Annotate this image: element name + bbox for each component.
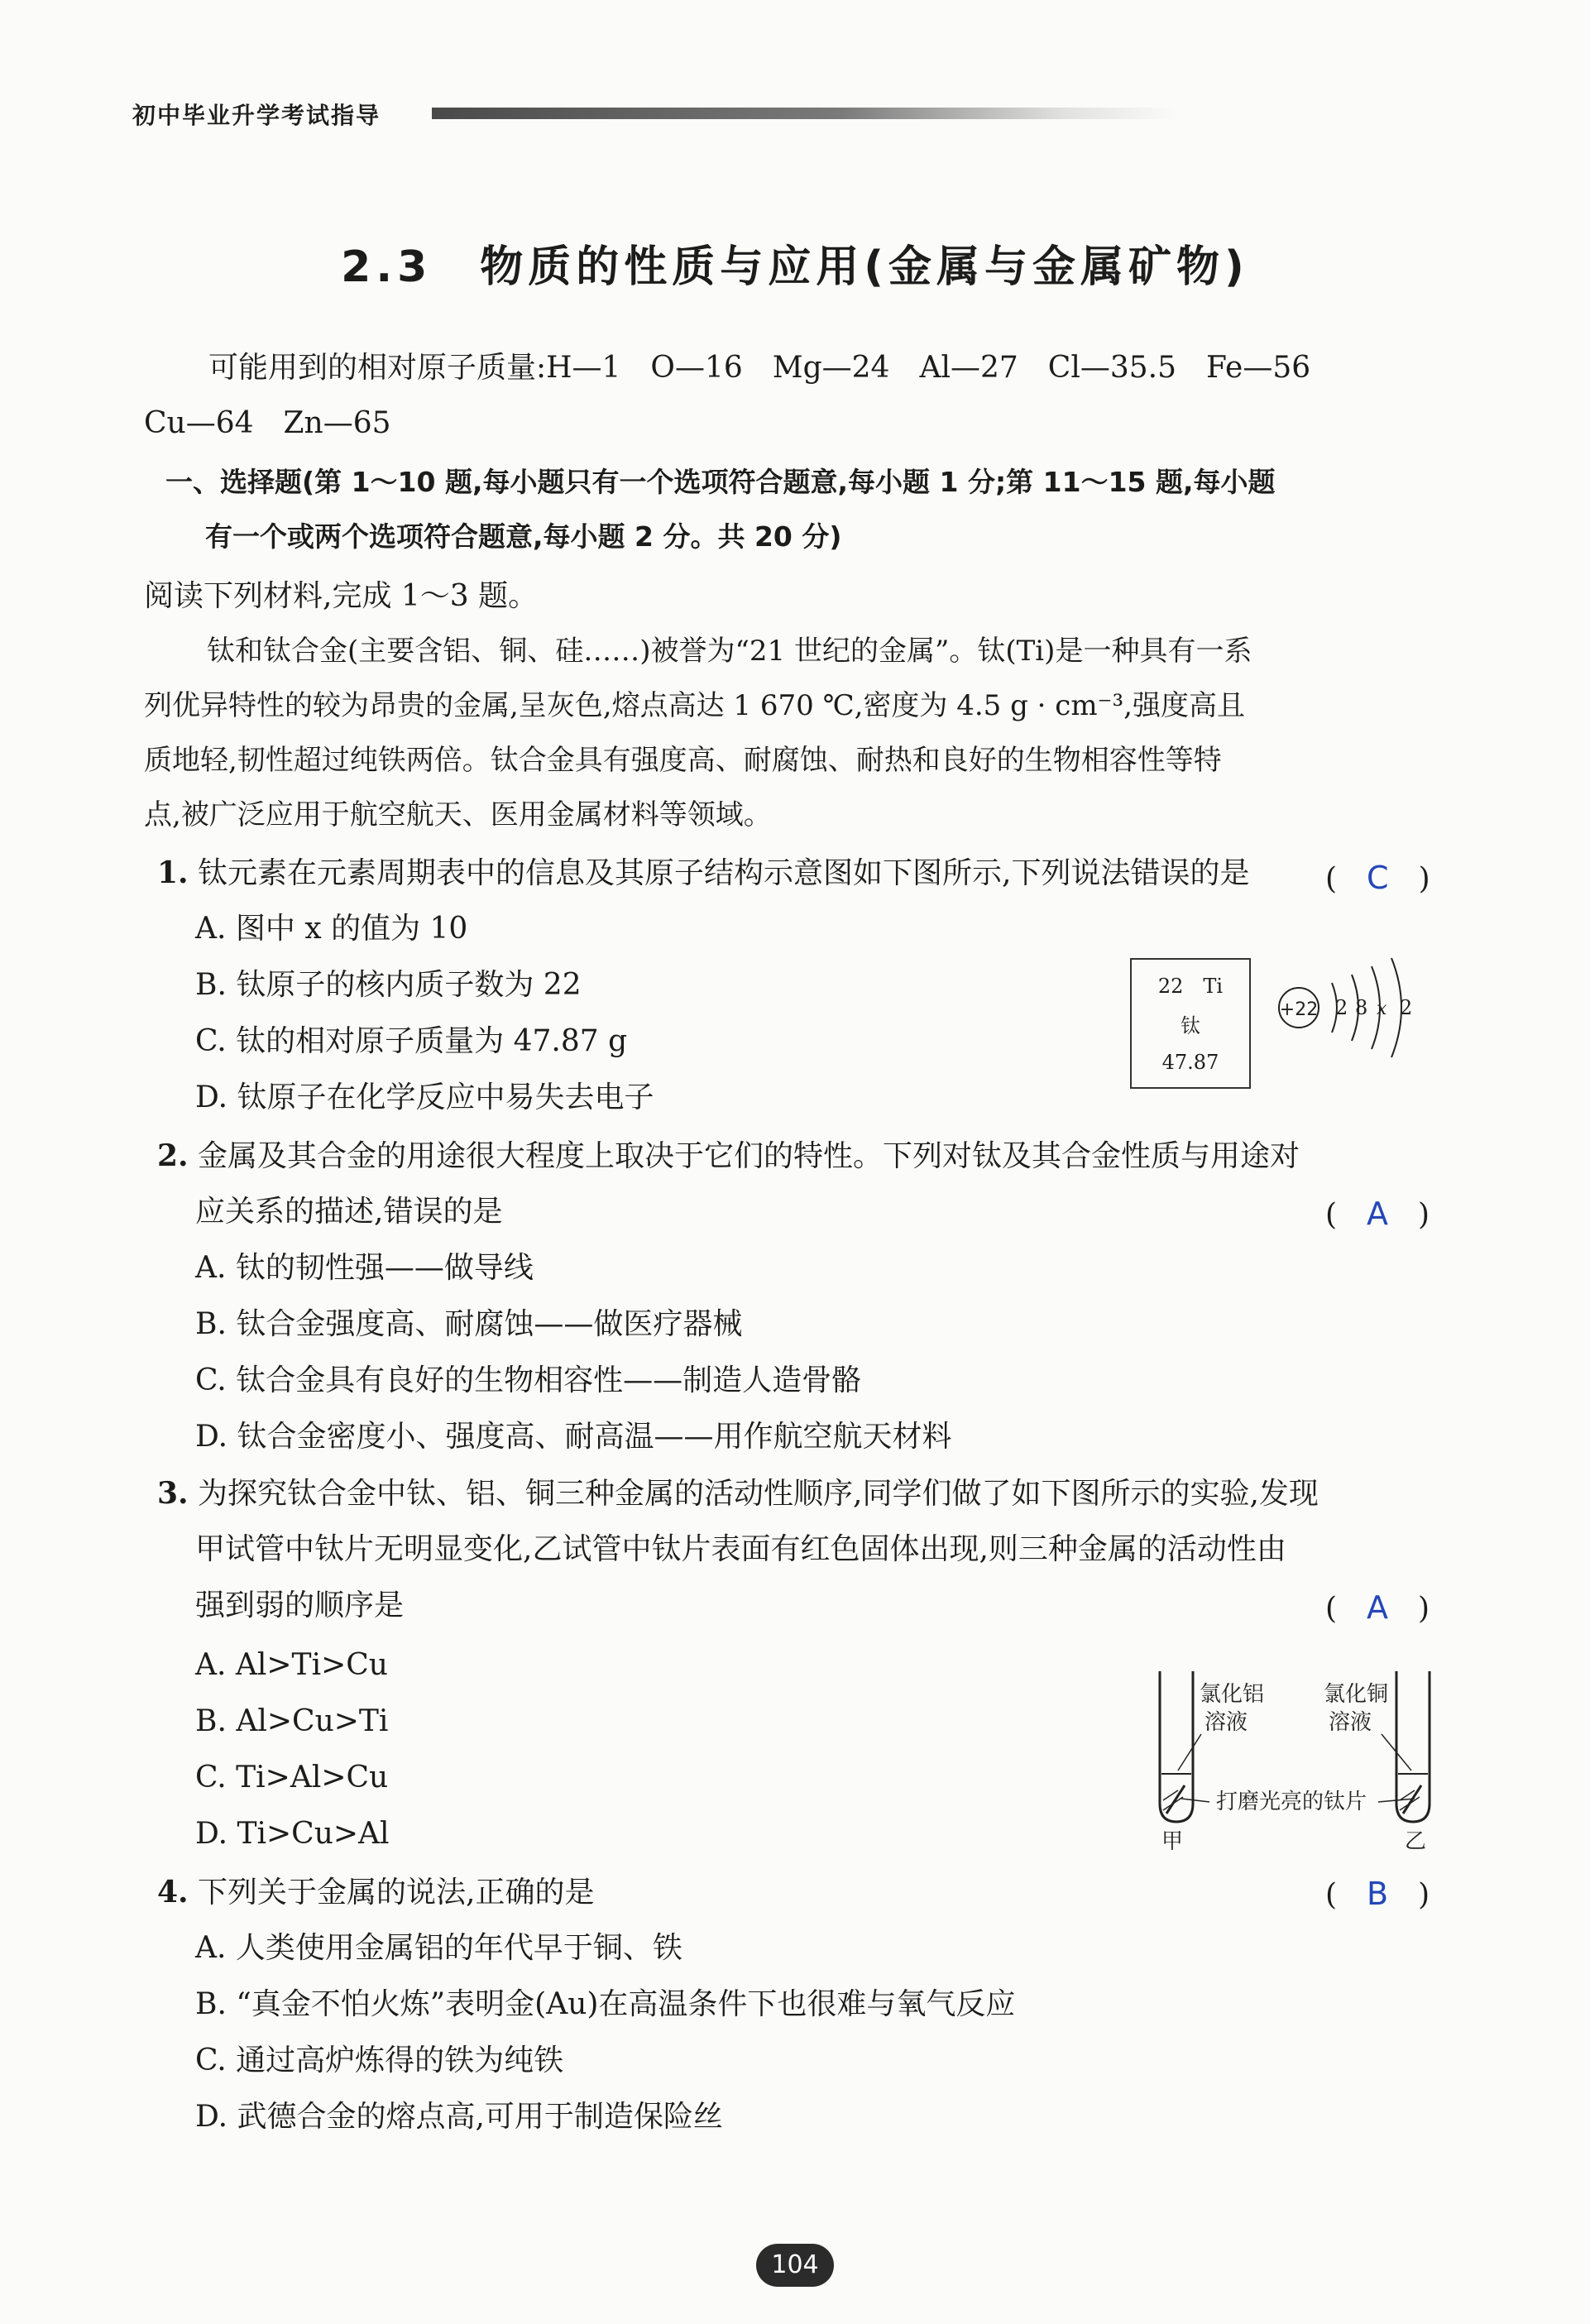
titanium-strip (1166, 1785, 1185, 1814)
atomic-mass: 47.87 (1161, 1051, 1219, 1074)
option: D. 武德合金的熔点高,可用于制造保险丝 (195, 2100, 723, 2134)
option: A. 人类使用金属铝的年代早于铜、铁 (195, 1931, 682, 1965)
passage-line: 钛和钛合金(主要含铝、铜、硅……)被誉为“21 世纪的金属”。钛(Ti)是一种具有一系 (207, 635, 1252, 668)
answer-4: B (1367, 1876, 1389, 1912)
atom-structure-diagram (1266, 951, 1431, 1092)
question-text: 下列关于金属的说法,正确的是 (198, 1876, 595, 1910)
atomic-number: 22 (1157, 975, 1184, 998)
left-solution-label: 氯化铝 (1200, 1682, 1265, 1707)
answer-2: A (1367, 1196, 1389, 1232)
shell-count: 8 (1355, 996, 1368, 1019)
element-symbol: Ti (1203, 975, 1224, 998)
question-number: 4. (157, 1875, 189, 1910)
question-text: 金属及其合金的用途很大程度上取决于它们的特性。下列对钛及其合金性质与用途对 (198, 1139, 1300, 1173)
option: C. Ti>Al>Cu (195, 1761, 389, 1795)
option: C. 钛的相对原子质量为 47.87 g (195, 1024, 628, 1058)
left-tube-label: 甲 (1161, 1829, 1184, 1853)
test-tube-diagram (1142, 1663, 1448, 1853)
atomic-mass-cont: Cu—64 Zn—65 (144, 406, 391, 440)
question-number: 2. (157, 1138, 189, 1173)
right-solution-label: 溶液 (1329, 1710, 1372, 1735)
answer-bracket-3: ( A ) (1325, 1589, 1430, 1626)
option: B. 钛合金强度高、耐腐蚀——做医疗器械 (195, 1307, 743, 1341)
element-name: 钛 (1181, 1014, 1200, 1037)
atomic-mass-intro: 可能用到的相对原子质量:H—1 O—16 Mg—24 Al—27 Cl—35.5 Fe—56 (208, 351, 1311, 385)
page-title: 2.3 物质的性质与应用(金属与金属矿物) (341, 242, 1249, 292)
question-text: 为探究钛合金中钛、铝、铜三种金属的活动性顺序,同学们做了如下图所示的实验,发现 (198, 1477, 1319, 1511)
question-text: 钛元素在元素周期表中的信息及其原子结构示意图如下图所示,下列说法错误的是 (198, 856, 1250, 890)
answer-1: C (1367, 860, 1389, 896)
passage-line: 点,被广泛应用于航空航天、医用金属材料等领域。 (144, 798, 772, 831)
question-2-stem-cont: 应关系的描述,错误的是 (195, 1195, 503, 1229)
question-number: 3. (157, 1476, 189, 1511)
passage-line: 质地轻,韧性超过纯铁两倍。钛合金具有强度高、耐腐蚀、耐热和良好的生物相容性等特 (144, 744, 1222, 777)
option: A. 图中 x 的值为 10 (195, 912, 468, 946)
question-3-stem-cont: 甲试管中钛片无明显变化,乙试管中钛片表面有红色固体出现,则三种金属的活动性由 (195, 1532, 1286, 1566)
nucleus-charge: +22 (1279, 999, 1319, 1020)
passage-line: 列优异特性的较为昂贵的金属,呈灰色,熔点高达 1 670 ℃,密度为 4.5 g · cm⁻³,强度高且 (144, 689, 1245, 722)
running-header: 初中毕业升学考试指导 (132, 102, 381, 129)
option: A. Al>Ti>Cu (195, 1648, 388, 1682)
periodic-table-tile (1130, 958, 1251, 1089)
section-heading-line2: 有一个或两个选项符合题意,每小题 2 分。共 20 分) (205, 520, 842, 553)
right-tube-label: 乙 (1405, 1829, 1427, 1853)
left-solution-label: 溶液 (1204, 1710, 1248, 1735)
question-3-stem (157, 1473, 1319, 1515)
answer-bracket-1: ( C ) (1325, 860, 1430, 896)
option: C. 钛合金具有良好的生物相容性——制造人造骨骼 (195, 1363, 862, 1397)
answer-3: A (1367, 1589, 1389, 1626)
option: A. 钛的韧性强——做导线 (195, 1251, 534, 1285)
option: C. 通过高炉炼得的铁为纯铁 (195, 2044, 564, 2077)
option: D. 钛合金密度小、强度高、耐高温——用作航空航天材料 (195, 1420, 952, 1454)
option: B. Al>Cu>Ti (195, 1704, 389, 1738)
shell-count: 2 (1335, 996, 1348, 1019)
header-decoration-bar (432, 108, 1176, 119)
question-3-stem-cont: 强到弱的顺序是 (195, 1588, 405, 1622)
titanium-strip-label: 打磨光亮的钛片 (1216, 1790, 1367, 1814)
option: B. 钛原子的核内质子数为 22 (195, 968, 582, 1002)
shell-count: x (1377, 999, 1387, 1019)
reading-intro: 阅读下列材料,完成 1～3 题。 (144, 579, 539, 613)
shell-count: 2 (1400, 996, 1413, 1019)
page-number: 104 (756, 2244, 834, 2287)
question-4-stem (157, 1871, 595, 1914)
section-heading-line1: 一、选择题(第 1～10 题,每小题只有一个选项符合题意,每小题 1 分;第 11～15 题,每小题 (165, 466, 1276, 498)
option: B. “真金不怕火炼”表明金(Au)在高温条件下也很难与氧气反应 (195, 1987, 1016, 2021)
question-2-stem (157, 1135, 1300, 1177)
option: D. 钛原子在化学反应中易失去电子 (195, 1081, 654, 1114)
question-number: 1. (157, 855, 189, 890)
answer-bracket-4: ( B ) (1325, 1876, 1430, 1912)
right-solution-label: 氯化铜 (1324, 1682, 1389, 1707)
question-1-stem (157, 852, 1250, 894)
option: D. Ti>Cu>Al (195, 1817, 390, 1851)
answer-bracket-2: ( A ) (1325, 1196, 1430, 1232)
